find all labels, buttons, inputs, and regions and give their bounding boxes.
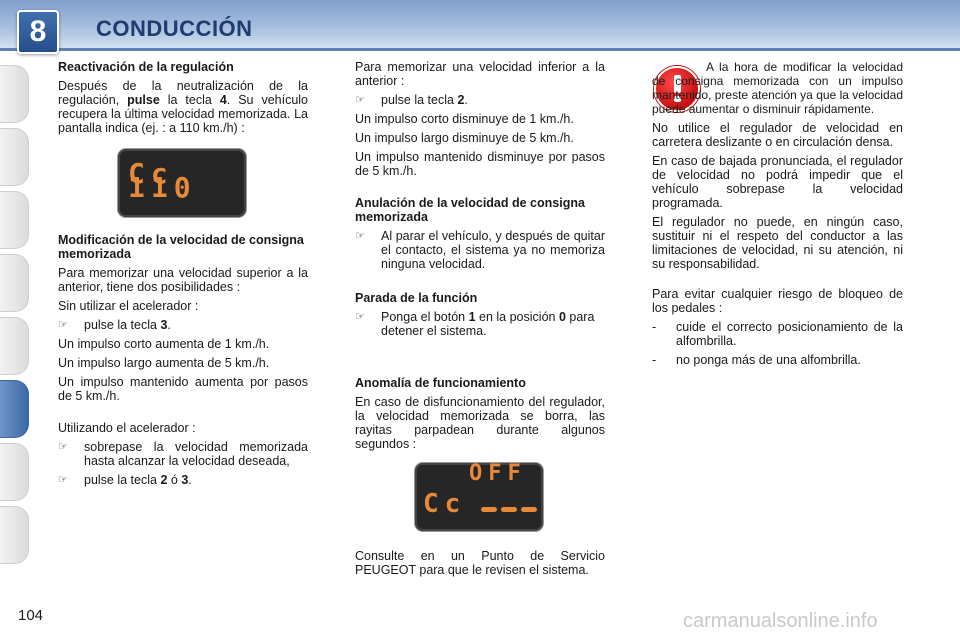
press-key-3-number: 3 [160, 318, 168, 332]
pedal-item-1 [652, 320, 903, 348]
no-accelerator-text: Sin utilizar el acelerador : [58, 299, 199, 313]
chapter-tab-2[interactable] [0, 128, 29, 186]
reactivation-paragraph [58, 79, 308, 135]
reactivation-text-2: la tecla [167, 93, 212, 107]
stop-heading: Parada de la función [355, 291, 478, 305]
or-text: ó [170, 473, 178, 487]
display-dash-2 [501, 507, 517, 512]
chapter-badge: 8 [17, 10, 59, 54]
chapter-tab-3[interactable] [0, 191, 29, 249]
stop-text-3: para detener el sistema. [381, 310, 595, 338]
press-key-3-item [58, 318, 308, 332]
short-impulse-up: Un impulso corto aumenta de 1 km./h. [58, 337, 270, 351]
fault-text: En caso de disfuncionamiento del regulador, la velocidad memorizada se borra, las rayitas parpadean durante algunos segundos : [355, 395, 605, 451]
header-divider [0, 48, 960, 51]
chapter-tab-5[interactable] [0, 317, 29, 375]
exceed-speed-item [58, 440, 308, 468]
stop-position: 0 [558, 310, 566, 324]
chapter-tabs [0, 65, 32, 569]
pointing-hand-icon: ☞ [58, 319, 68, 331]
long-impulse-up: Un impulso largo aumenta de 5 km./h. [58, 356, 270, 370]
display-dash-1 [481, 507, 497, 512]
pedal-item-2 [652, 353, 903, 367]
display-speed-text: Cc 110 [128, 157, 197, 204]
held-impulse-down: Un impulso mantenido disminuye por pasos de 5 km./h. [355, 150, 605, 178]
press-key-2-number: 2 [457, 93, 465, 107]
modify-intro: Para memorizar una velocidad superior a la anterior, tiene dos posibilidades : [58, 266, 308, 294]
press-key-2-item [355, 93, 605, 107]
press-key-2-or-3-text: pulse la tecla 2 ó 3. [84, 473, 192, 487]
press-key-label: pulse la tecla [84, 473, 157, 487]
page-number: 104 [18, 607, 44, 624]
reactivation-heading: Reactivación de la regulación [58, 60, 234, 74]
dash-bullet: - [652, 353, 657, 367]
key-3-number: 3 [181, 473, 189, 487]
chapter-tab-4[interactable] [0, 254, 29, 312]
lower-intro: Para memorizar una velocidad inferior a la anterior : [355, 60, 605, 88]
pointing-hand-icon: ☞ [355, 230, 365, 242]
descent-text: En caso de bajada pronunciada, el regulador de velocidad no podrá impedir que el vehículo sobrepase la velocidad programada. [652, 154, 903, 210]
held-impulse-up: Un impulso mantenido aumenta por pasos de 5 km./h. [58, 375, 308, 403]
modify-heading: Modificación de la velocidad de consigna memorizada [58, 233, 304, 261]
press-key-2-text: pulse la tecla 2. [381, 93, 468, 107]
reactivation-key-number: 4 [219, 93, 227, 107]
pedal-item-1-text: cuide el correcto posicionamiento de la alfombrilla. [676, 320, 903, 348]
middle-column [355, 60, 605, 582]
press-key-3-text: pulse la tecla 3. [84, 318, 171, 332]
chapter-tab-9[interactable] [0, 443, 29, 501]
press-key-2-or-3-item [58, 473, 308, 487]
pointing-hand-icon: ☞ [58, 474, 68, 486]
reactivation-key-word: pulse [127, 93, 160, 107]
stop-item [355, 310, 605, 338]
short-impulse-down: Un impulso corto disminuye de 1 km./h. [355, 112, 574, 126]
display-off-dashes [415, 463, 543, 531]
cancel-item [355, 229, 605, 271]
chapter-tab-8-active[interactable] [0, 380, 29, 438]
fault-heading: Anomalía de funcionamiento [355, 376, 526, 390]
stop-text-1: Ponga el botón [381, 310, 466, 324]
display-dash-3 [521, 507, 537, 512]
key-2-number: 2 [160, 473, 168, 487]
pedal-item-2-text: no ponga más de una alfombrilla. [676, 353, 861, 367]
display-speed-110 [118, 149, 246, 217]
left-column [58, 60, 308, 492]
limits-text: El regulador no puede, en ningún caso, sustituir ni el respeto del conductor a las limitaciones de velocidad, ni su atención, ni su responsabilidad. [652, 215, 903, 271]
watermark: carmanualsonline.info [683, 610, 878, 632]
service-text: Consulte en un Punto de Servicio PEUGEOT para que le revisen el sistema. [355, 549, 605, 577]
reactivation-text-1: Después de la neutralización de la regulación, [58, 79, 308, 107]
display-off-text: OFF [469, 461, 527, 486]
pointing-hand-icon: ☞ [355, 94, 365, 106]
pointing-hand-icon: ☞ [58, 441, 68, 453]
cancel-heading: Anulación de la velocidad de consigna memorizada [355, 196, 585, 224]
stop-text [381, 310, 605, 338]
warning-text: A la hora de modificar la velocidad de consigna memorizada con un impulso mantenido, preste atención ya que la velocidad puede aumentar o disminuir rápidamente. [652, 60, 903, 116]
cancel-text: Al parar el vehículo, y después de quitar el contacto, el sistema ya no memoriza ninguna velocidad. [381, 229, 605, 271]
stop-text-2: en la posición [479, 310, 556, 324]
right-column [652, 60, 903, 372]
page-title: CONDUCCIÓN [96, 16, 253, 41]
display-cc-text: Cc [423, 489, 467, 519]
pedal-intro: Para evitar cualquier riesgo de bloqueo de los pedales : [652, 287, 903, 315]
long-impulse-down: Un impulso largo disminuye de 5 km./h. [355, 131, 574, 145]
stop-button-number: 1 [468, 310, 476, 324]
dash-bullet: - [652, 320, 657, 334]
using-accelerator-text: Utilizando el acelerador : [58, 421, 196, 435]
exceed-speed-text: sobrepase la velocidad memorizada hasta alcanzar la velocidad deseada, [84, 440, 308, 468]
chapter-tab-10[interactable] [0, 506, 29, 564]
pointing-hand-icon: ☞ [355, 311, 365, 323]
press-key-2-label: pulse la tecla [381, 93, 454, 107]
reactivation-text-3: . Su vehículo recupera la última velocidad memorizada. La pantalla indica (ej. : a 110 km./h) : [58, 93, 308, 135]
no-use-text: No utilice el regulador de velocidad en carretera deslizante o en circulación densa. [652, 121, 903, 149]
press-key-3-label: pulse la tecla [84, 318, 157, 332]
chapter-tab-1[interactable] [0, 65, 29, 123]
